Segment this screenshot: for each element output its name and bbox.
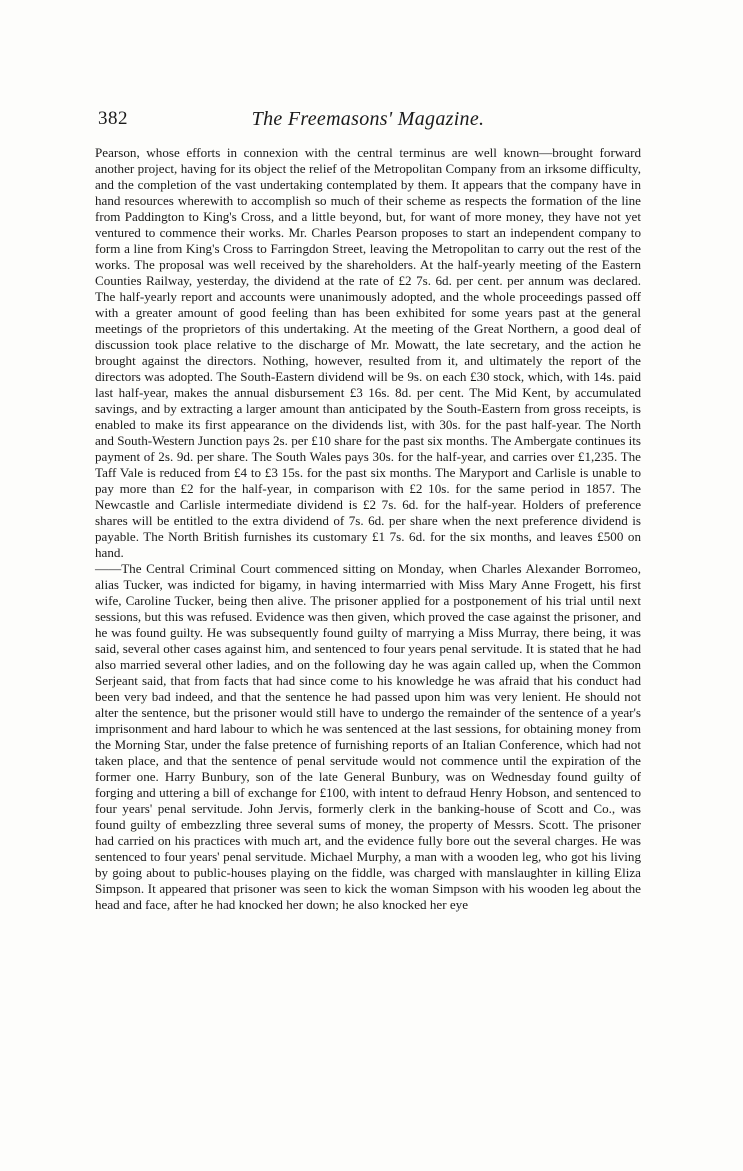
- article-body: [95, 145, 641, 913]
- paragraph-criminal-court: ——The Central Criminal Court commenced sitting on Monday, when Charles Alexander Borromeo, alias Tucker, was indicted for bigamy, in having intermarried with Miss Mary Anne Frogett, his first wife, Caroline Tucker, being then alive. The prisoner applied for a postponement of his trial until next sessions, but this was refused. Evidence was then given, which proved the case against the prisoner, and he was found guilty. He was subsequently found guilty of marrying a Miss Murray, there being, it was said, several other cases against him, and sentenced to four years penal servitude. It is stated that he had also married several other ladies, and on the following day he was again called up, when the Common Serjeant said, that from facts that had since come to his knowledge he was afraid that his conduct had been very bad indeed, and that the sentence he had passed upon him was very lenient. He should not alter the sentence, but the prisoner would still have to undergo the remainder of the sentence of a year's imprisonment and hard labour to which he was sentenced at the last sessions, for obtaining money from the Morning Star, under the false pretence of furnishing reports of an Italian Conference, which had not taken place, and that the sentence of penal servitude would not commence until the expiration of the former one. Harry Bunbury, son of the late General Bunbury, was on Wednesday found guilty of forging and uttering a bill of exchange for £100, with intent to defraud Henry Hobson, and sentenced to four years' penal servitude. John Jervis, formerly clerk in the banking-house of Scott and Co., was found guilty of embezzling three several sums of money, the property of Messrs. Scott. The prisoner had carried on his practices with much art, and the evidence fully bore out the several charges. He was sentenced to four years' penal servitude. Michael Murphy, a man with a wooden leg, who got his living by going about to public-houses playing on the fiddle, was charged with manslaughter in killing Eliza Simpson. It appeared that prisoner was seen to kick the woman Simpson with his wooden leg about the head and face, after he had knocked her down; he also knocked her eye: [95, 561, 641, 912]
- page-number: 382: [98, 108, 128, 129]
- paragraph-railway-news: Pearson, whose efforts in connexion with the central terminus are well known—brought forward another project, having for its object the relief of the Metropolitan Company from an irksome difficulty, and the completion of the vast undertaking contemplated by them. It appears that the company have in hand resources wherewith to accomplish so much of their scheme as respects the formation of the line from Paddington to King's Cross, and a little beyond, but, for want of more money, they have not yet ventured to commence their works. Mr. Charles Pearson proposes to start an independent company to form a line from King's Cross to Farringdon Street, leaving the Metropolitan to carry out the rest of the works. The proposal was well received by the shareholders. At the half-yearly meeting of the Eastern Counties Railway, yesterday, the dividend at the rate of £2 7s. 6d. per cent. per annum was declared. The half-yearly report and accounts were unanimously adopted, and the whole proceedings passed off with a greater amount of good feeling than has been exhibited for some years past at the general meetings of the proprietors of this undertaking. At the meeting of the Great Northern, a good deal of discussion took place relative to the discharge of Mr. Mowatt, the late secretary, and the action he brought against the directors. Nothing, however, resulted from it, and ultimately the report of the directors was adopted. The South-Eastern dividend will be 9s. on each £30 stock, which, with 14s. paid last half-year, makes the annual disbursement £3 16s. 8d. per cent. The Mid Kent, by accumulated savings, and by extracting a larger amount than anticipated by the South-Eastern from gross receipts, is enabled to make its first appearance on the dividends list, with 30s. for the past half-year. The North and South-Western Junction pays 2s. per £10 share for the past six months. The Ambergate continues its payment of 2s. 9d. per share. The South Wales pays 30s. for the half-year, and carries over £1,235. The Taff Vale is reduced from £4 to £3 15s. for the past six months. The Maryport and Carlisle is unable to pay more than £2 for the half-year, in comparison with £2 10s. for the same period in 1857. The Newcastle and Carlisle intermediate dividend is £2 7s. 6d. for the half-year. Holders of preference shares will be entitled to the extra dividend of 7s. 6d. per share when the next preference dividend is payable. The North British furnishes its customary £1 7s. 6d. for the six months, and leaves £500 on hand.: [95, 145, 641, 560]
- page-header: [98, 108, 638, 134]
- running-title: The Freemasons' Magazine.: [251, 108, 485, 130]
